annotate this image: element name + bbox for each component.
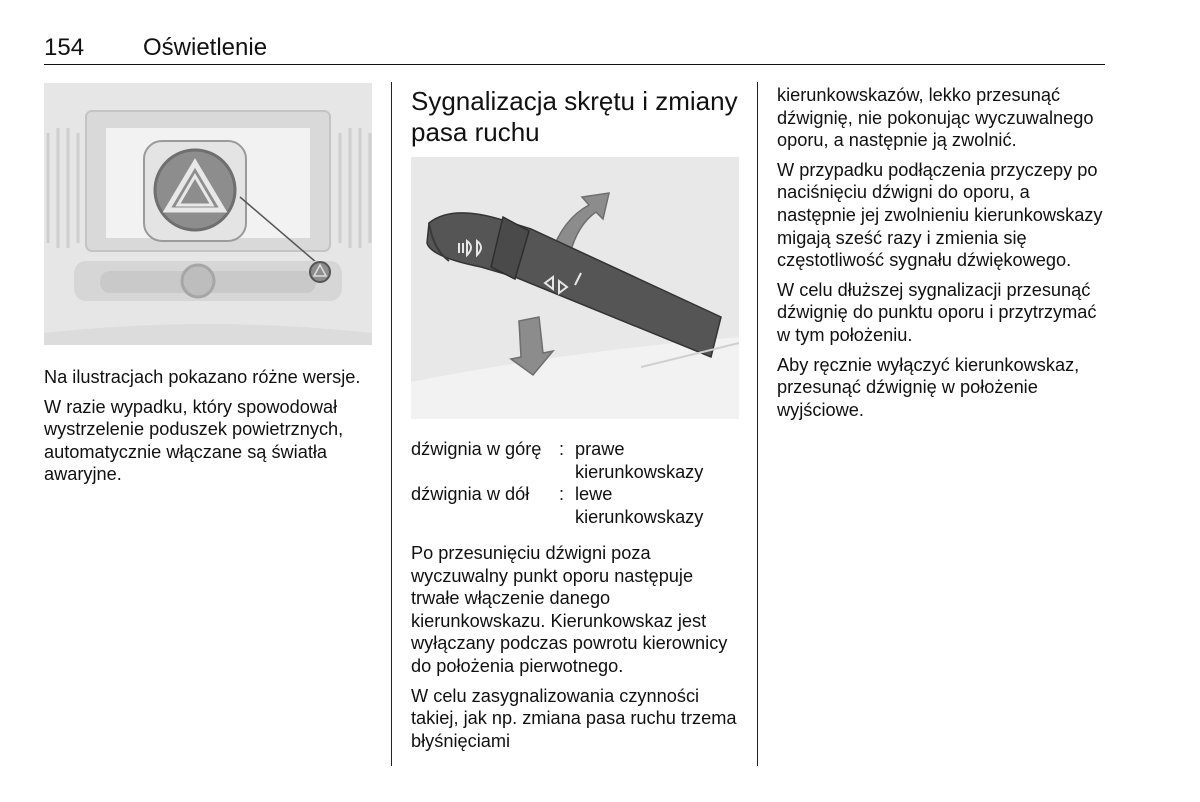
paragraph: W razie wypadku, który spowodował wystrzelenie poduszek powietrznych, automatycznie włączane są światła awaryjne. bbox=[44, 396, 344, 485]
paragraph: Na ilustracjach pokazano różne wersje. bbox=[44, 367, 361, 387]
column-divider-2 bbox=[757, 82, 758, 766]
definition-separator: : bbox=[559, 484, 565, 505]
definition-term: dźwignia w dół bbox=[411, 484, 530, 505]
column-divider-1 bbox=[391, 82, 392, 766]
definition-row bbox=[411, 483, 741, 528]
paragraph: Aby ręcznie wyłączyć kierunkowskaz, przesunąć dźwignię w położenie wyjściowe. bbox=[777, 354, 1080, 420]
header-rule bbox=[44, 64, 1105, 65]
middle-column-text bbox=[411, 542, 746, 759]
hazard-button-drawing bbox=[44, 83, 372, 345]
paragraph: W celu zasygnalizowania czynności takiej, jak np. zmiana pasa ruchu trzema błyśnięciami bbox=[411, 685, 737, 751]
paragraph: W celu dłuższej sygnalizacji przesunąć dźwignię do punktu oporu i przytrzymać w tym położeniu. bbox=[777, 279, 1097, 345]
paragraph: W przypadku podłączenia przyczepy po naciśnięciu dźwigni do oporu, a następnie jej zwolnieniu kierunkowskazy migają sześć razy i zmienia się częstotliwość sygnału dźwiękowego. bbox=[777, 159, 1103, 271]
definition-description: lewe kierunkowskazy bbox=[575, 484, 704, 527]
definition-description: prawe kierunkowskazy bbox=[575, 439, 704, 482]
turn-signal-lever-drawing bbox=[411, 157, 739, 419]
left-column-text bbox=[44, 366, 379, 493]
definition-term: dźwignia w górę bbox=[411, 439, 542, 459]
turn-signal-lever-illustration bbox=[411, 157, 739, 419]
definition-separator: : bbox=[559, 439, 565, 459]
page-number: 154 bbox=[44, 34, 85, 61]
paragraph: Po przesunięciu dźwigni poza wyczuwalny punkt oporu następuje trwałe włączenie danego kierunkowskazu. Kierunkowskaz jest wyłączany podczas powrotu kierownicy do położenia pierwotnego. bbox=[411, 543, 728, 676]
hazard-button-illustration bbox=[44, 83, 372, 345]
section-heading: Sygnalizacja skrętu i zmiany pasa ruchu bbox=[411, 86, 738, 147]
lever-definition-list bbox=[411, 438, 741, 528]
page-header bbox=[44, 34, 1105, 66]
definition-row bbox=[411, 438, 741, 483]
right-column-text bbox=[777, 84, 1107, 428]
paragraph: kierunkowskazów, lekko przesunąć dźwignię, nie pokonując wyczuwalnego oporu, a następnie ją zwolnić. bbox=[777, 85, 1094, 151]
section-title: Oświetlenie bbox=[143, 34, 268, 61]
